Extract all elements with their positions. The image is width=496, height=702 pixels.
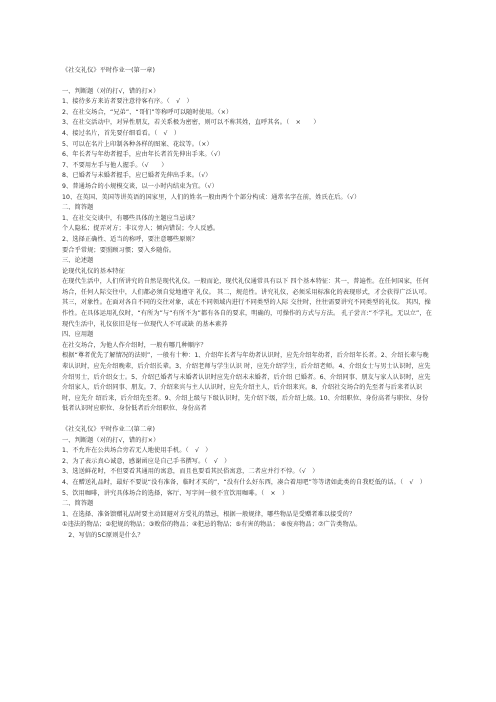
tf-item: 5、饮用咖啡，讲究具体场合的选择，客厅、写字间一般不宜饮用咖啡。（ × ） (62, 489, 289, 497)
tf-item: 7、不要用左手与他人握手。（√ ） (62, 161, 168, 169)
chapter1-app-header: 四、应用题 (62, 331, 94, 339)
chapter1-title: 《社交礼仪》平时作业一(第一章) (62, 67, 156, 74)
tf-item: 2、为了表示真心诚意，感谢函应是自己手书撰写。（ √ ） (62, 457, 231, 465)
tf-item: 9、普通场合的小规模交谈，以一小时内结束为宜。（√） (62, 182, 218, 190)
short-question: 1、在社交交谈中，有哪些具体的主题应当忌谈？ (62, 214, 199, 222)
chapter2-short-header: 二、简答题 (62, 500, 94, 508)
chapter2-title: 《社交礼仪》平时作业二(第二章) (62, 426, 156, 433)
tf-item: 2、在社交场合，“兄弟”、“哥们”等称呼可以随时使用。（×） (62, 108, 233, 116)
tf-item: 4、在赠送礼品时，最好不要说“没有准备，临时才买的”，“没有什么好东西，凑合着用吧”等等诸如此类的自我贬低的话。（ √ ） (62, 478, 427, 486)
tf-item: 3、选送鲜花时，不但要看其通用的寓意，而且也要看其民俗寓意，二者应并行不悖。（√ ） (62, 468, 319, 476)
short-question: 1、在选择、准备馈赠礼品时要主动回避对方受礼的禁忌，根据一般规律，哪些物品是受赠者难以接受的？ (62, 510, 356, 518)
app-answer: 根据“尊者优先了解情况的法则”，一般有十种：1、介绍年长者与年幼者认识时，应先介绍年幼者，后介绍年长者。2、介绍长辈与晚辈认识时，应先介绍晚辈，后介绍长辈。3、介绍老师与学生认识 时，应先介绍学生，后介绍老师。4、介绍女士与男士认识时，应先介绍男士，后介绍女士。5、介绍已婚者与未婚者认识时应先介绍未未婚者，后介绍 已婚者。6、介绍同事、朋友与家人认识时，应先介绍家人，后介绍同事、朋友。7、介绍来宾与主人认识时，应先介绍主人，后介绍来宾。8、介绍社交场合的先至者与后来者认识时，应先介 绍后来，后介绍先至者。9、介绍上级与下级认识时，先介绍下级，后介绍上级。10、介绍职位、身份高者与职位、身份低者认识时应职位、身份低者后介绍职位、身份高者 (62, 352, 431, 413)
tf-item: 8、已婚者与未婚者握手，应已婚者先伸出手来。（√） (62, 172, 212, 180)
tf-item: 1、接待多方来访者要注意待客有序。（ √ ） (62, 98, 193, 106)
essay-answer: 在现代生活中，人们所讲究的自然是现代礼仪。一般而论，现代礼仪通常具有以下 四个基本特征：其一，普遍性。在任何国家，任何场合，任何人际交往中，人们都必须自觉地遵守 礼仪。 其二，规范性。讲究礼仪，必须采用标准化的表现形式，才会获得广泛认可。 其三，对象性。在面对各自不同的交往对象，或在不同领域内进行不同类型的人际 交往时，往往需要讲究不同类型的礼仪。 其四，操作性。在具体运用礼仪时，“有所为”与“有所不为”都有各自的要求，明确的，可操作的方式与方法。 孔子尝言:“不学礼，无以立”，在现代生活中，礼仪依旧是每一位现代人不可或缺 的基本素养 (62, 278, 432, 328)
chapter1-tf-header: 一、判断题（对的打√，错的打×） (62, 87, 160, 95)
chapter1-essay-header: 三、论述题 (62, 257, 94, 265)
tf-item: 3、在社交活动中，对异性朋友，若关系极为密密，则可以不称其姓，直呼其名。（ × ） (62, 119, 320, 127)
short-question: 2、写信的5C原则是什么？ (62, 531, 144, 539)
chapter2-tf-header: 一、判断题（对的打√，错的打×） (62, 436, 160, 444)
chapter1-short-header: 二、简答题 (62, 204, 94, 212)
short-question: 2、选择正确性、适当的称呼，要注意哪些原则？ (62, 235, 199, 243)
short-answer: 个人隐私；捉弄对方；非议旁人；倾向错误；令人反感。 (62, 225, 220, 233)
short-answer: 要合乎常规；要照顾习惯；要入乡随俗。 (62, 246, 176, 254)
essay-question: 论现代礼仪的基本特征 (62, 267, 125, 275)
tf-item: 10、在英国、美国等讲英语的国家里，人们的姓名一般由两个个部分构成：通常名字在前，姓氏在后。（√） (62, 193, 361, 201)
short-answer: ①违法的物品；②犯规的物品；③败俗的物品；④犯忌的物品；⑤有害的物品； ⑥废弃物品；⑦广告类物品。 (62, 521, 362, 529)
tf-item: 1、不允许在公共场合旁若无人地使用手机。（ √ ） (62, 447, 212, 455)
section-spacer (62, 415, 434, 425)
document-page (62, 66, 434, 542)
tf-item: 6、年长者与年幼者握手，应由年长者首先伸出手来。（√） (62, 151, 225, 159)
tf-item: 4、接过名片，首先要仔细看看。（ √ ） (62, 129, 181, 137)
app-question: 在社交场合，为他人作介绍时，一般有哪几种顺序？ (62, 341, 207, 349)
tf-item: 5、可以在名片上印制各种各样的图案、花纹等。（×） (62, 140, 213, 148)
